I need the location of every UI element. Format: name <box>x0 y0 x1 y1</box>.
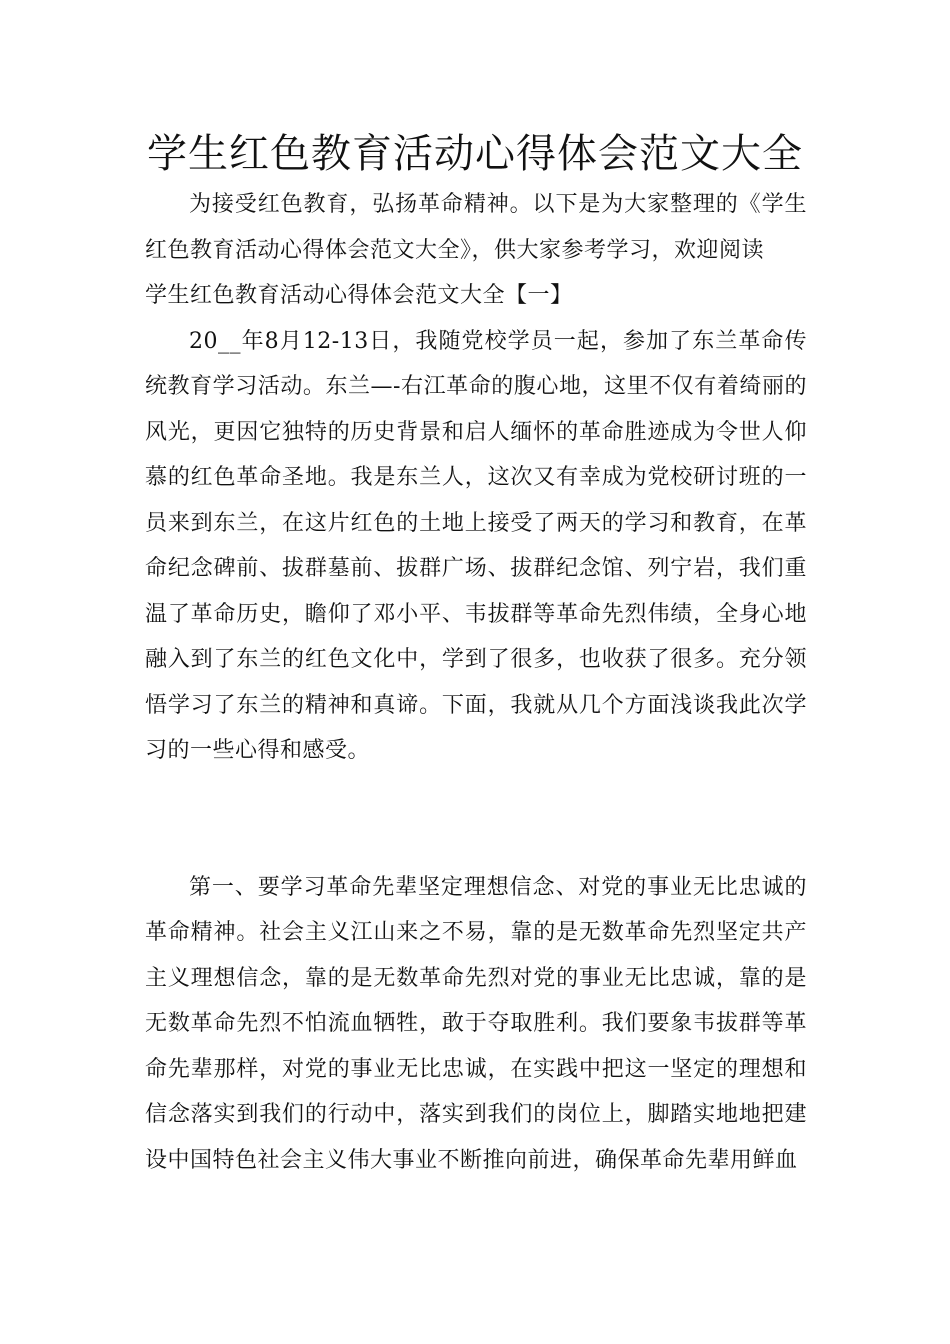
paragraph-gap <box>145 774 807 865</box>
document-title: 学生红色教育活动心得体会范文大全 <box>147 131 803 177</box>
document-body <box>145 182 807 1183</box>
body-paragraph: 第一、要学习革命先辈坚定理想信念、对党的事业无比忠诚的革命精神。社会主义江山来之不易，靠的是无数革命先烈坚定共产主义理想信念，靠的是无数革命先烈对党的事业无比忠诚，靠的是无数革命先烈不怕流血牺牲，敢于夺取胜利。我们要象韦拔群等革命先辈那样，对党的事业无比忠诚，在实践中把这一坚定的理想和信念落实到我们的行动中，落实到我们的岗位上，脚踏实地地把建设中国特色社会主义伟大事业不断推向前进，确保革命先辈用鲜血 <box>145 874 807 1173</box>
section-heading: 学生红色教育活动心得体会范文大全【一】 <box>145 283 573 308</box>
body-paragraph: 20__年8月12-13日，我随党校学员一起，参加了东兰革命传统教育学习活动。东兰—-右江革命的腹心地，这里不仅有着绮丽的风光，更因它独特的历史背景和启人缅怀的革命胜迹成为令世人仰慕的红色革命圣地。我是东兰人，这次又有幸成为党校研讨班的一员来到东兰，在这片红色的土地上接受了两天的学习和教育，在革命纪念碑前、拔群墓前、拔群广场、拔群纪念馆、列宁岩，我们重温了革命历史，瞻仰了邓小平、韦拔群等革命先烈伟绩，全身心地融入到了东兰的红色文化中，学到了很多，也收获了很多。充分领悟学习了东兰的精神和真谛。下面，我就从几个方面浅谈我此次学习的一些心得和感受。 <box>145 328 807 763</box>
intro-paragraph: 为接受红色教育，弘扬革命精神。以下是为大家整理的《学生红色教育活动心得体会范文大全》，供大家参考学习，欢迎阅读 <box>145 192 807 263</box>
